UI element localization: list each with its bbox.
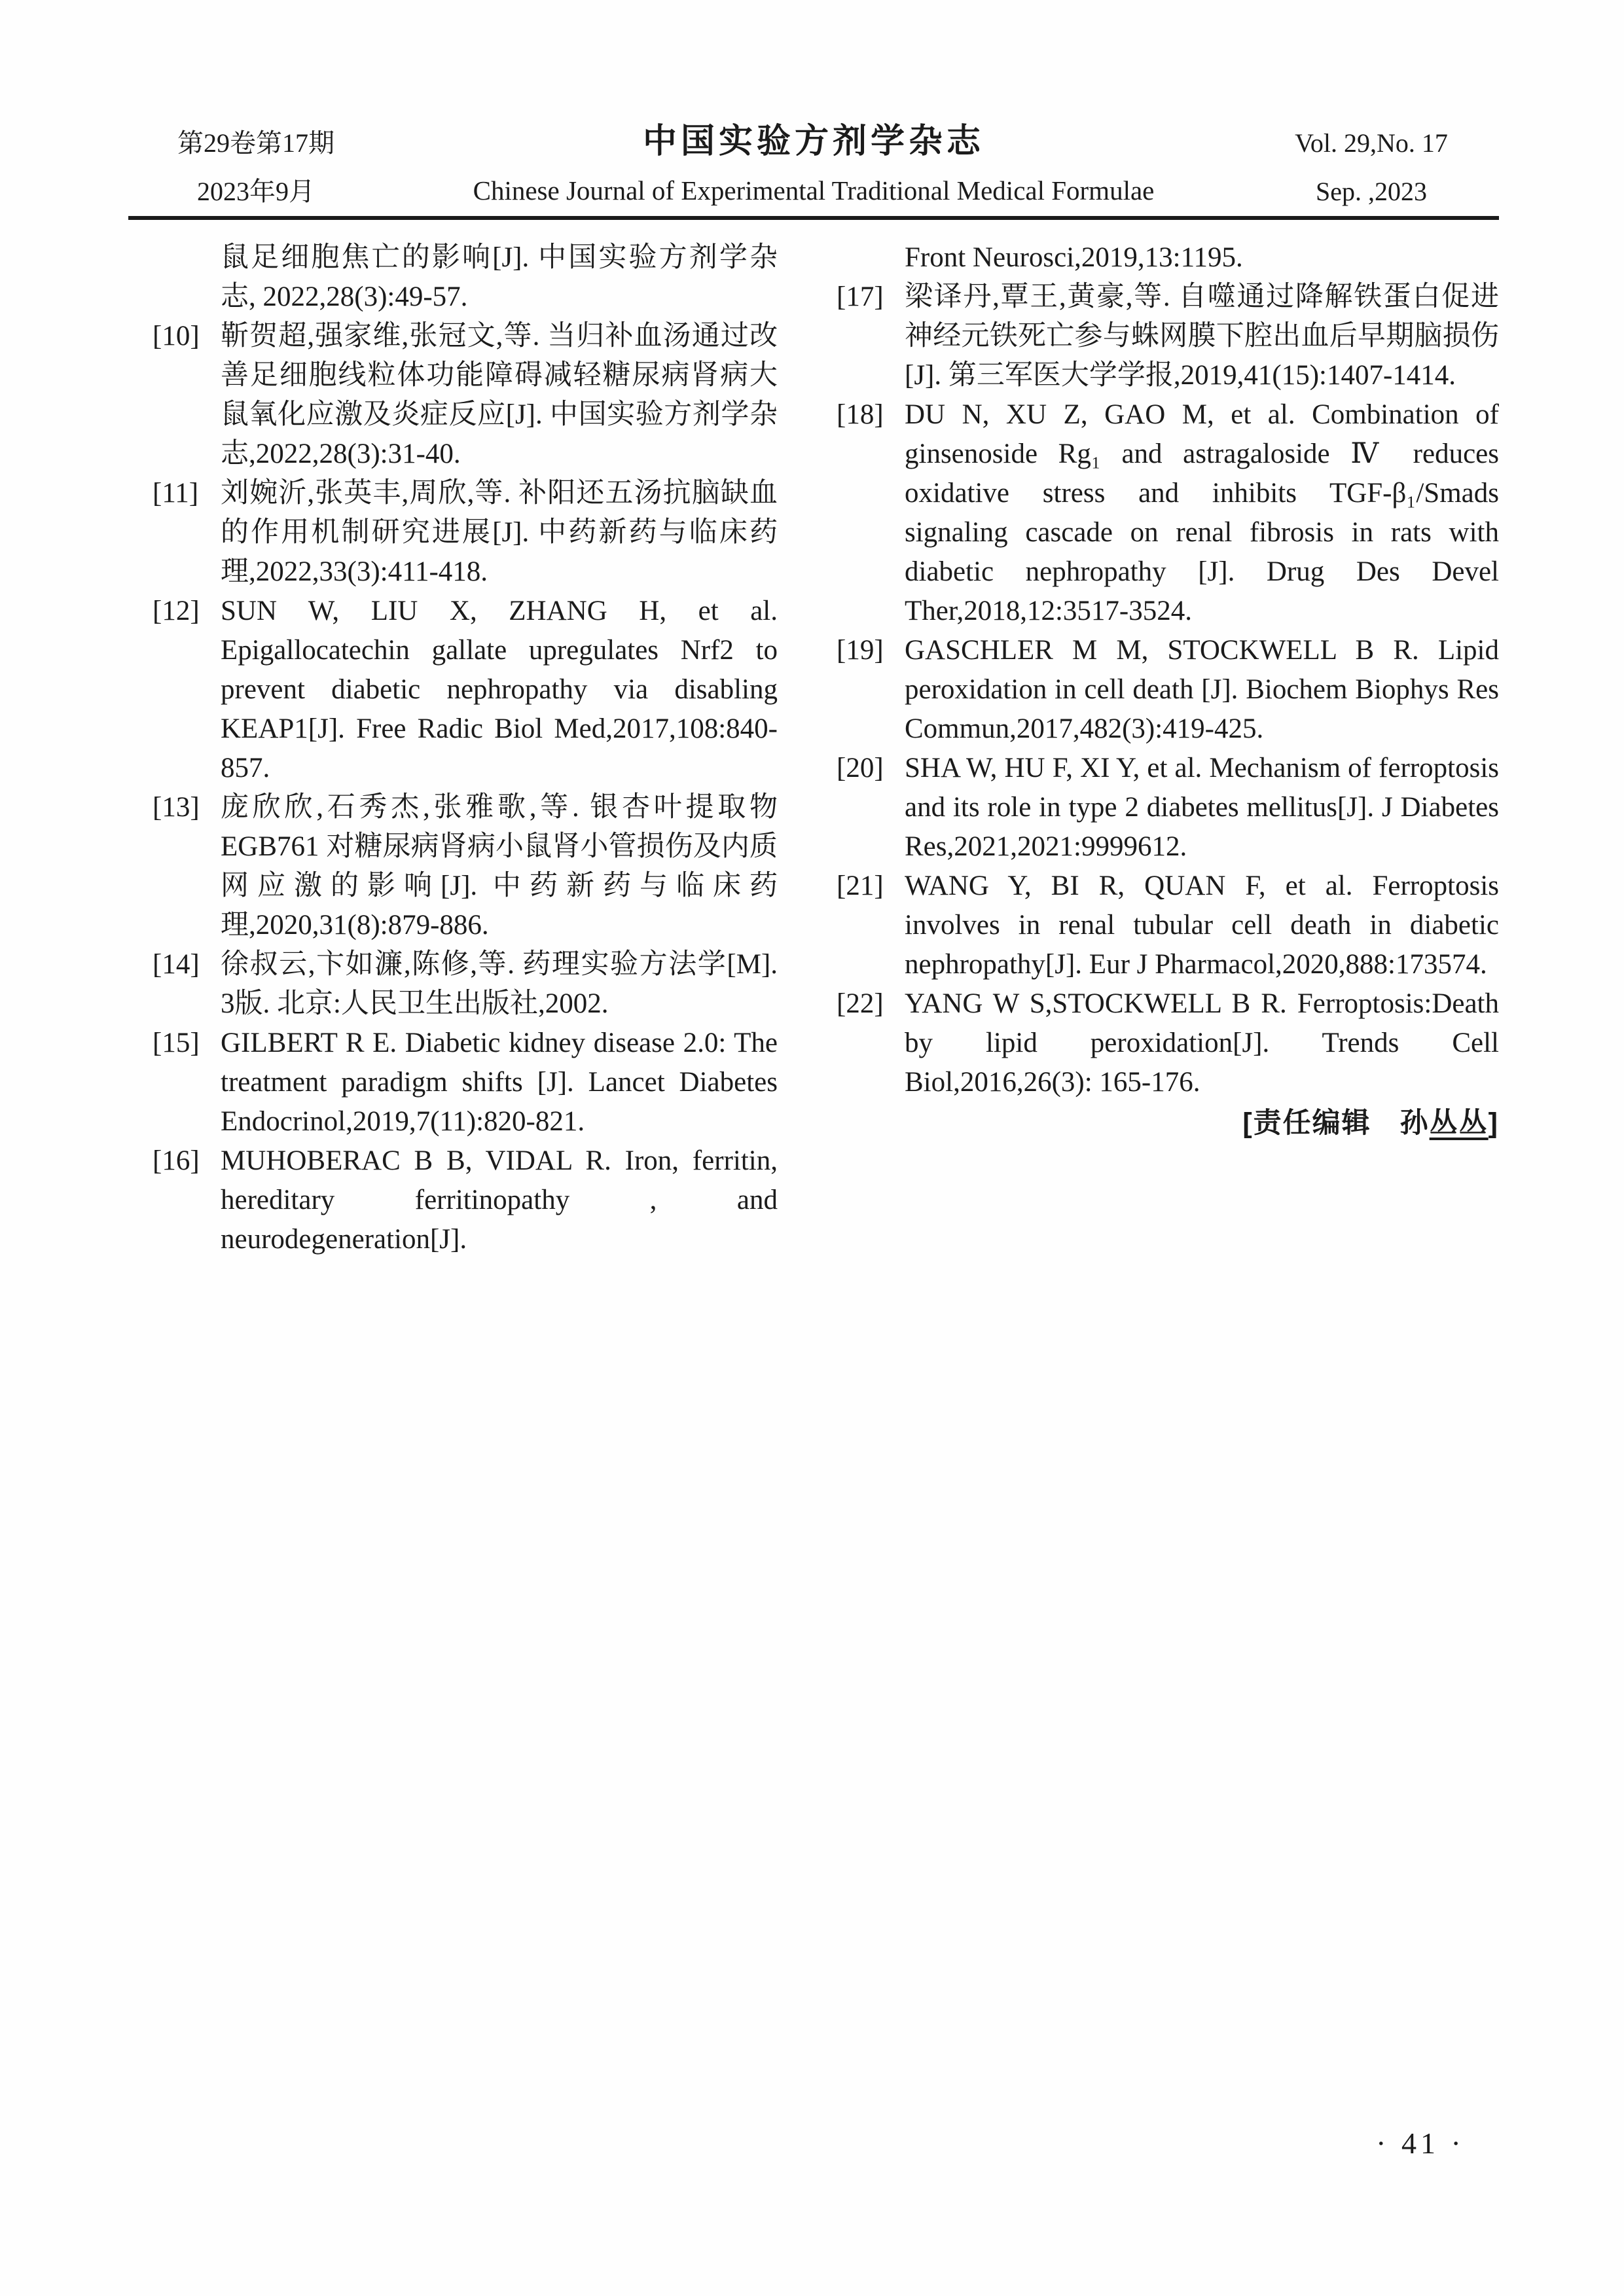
- editor-given-name: 丛丛: [1429, 1107, 1489, 1139]
- header-center: [384, 119, 1244, 216]
- reference-item: [837, 867, 1499, 984]
- reference-text: 刘婉沂,张英丰,周欣,等. 补阳还五汤抗脑缺血的作用机制研究进展[J]. 中药新药与临床药理,2022,33(3):411-418.: [221, 478, 778, 587]
- date-en: Sep. ,2023: [1316, 177, 1427, 206]
- editor-title: 责任编辑: [1253, 1107, 1371, 1139]
- reference-item: [837, 749, 1499, 867]
- reference-number: [19]: [837, 635, 884, 666]
- reference-text: YANG W S,STOCKWELL B R. Ferroptosis:Death by lipid peroxidation[J]. Trends Cell Biol,2016,26(3): 165-176.: [905, 988, 1499, 1098]
- reference-columns: [153, 238, 1499, 1259]
- reference-number: [15]: [153, 1028, 200, 1058]
- volume-issue-en: Vol. 29,No. 17: [1295, 128, 1448, 158]
- reference-number: [837, 238, 905, 278]
- reference-item: [153, 317, 778, 474]
- reference-number: [13]: [153, 792, 200, 823]
- reference-text: 靳贺超,强家维,张冠文,等. 当归补血汤通过改善足细胞线粒体功能障碍减轻糖尿病肾病大鼠氧化应激及炎症反应[J]. 中国实验方剂学杂志,2022,28(3):31-40.: [221, 321, 778, 469]
- reference-text: Front Neurosci,2019,13:1195.: [905, 242, 1243, 273]
- right-column: [837, 238, 1499, 1259]
- page-number: · 41 ·: [1376, 2126, 1465, 2160]
- page-header: [128, 119, 1499, 216]
- reference-text: SUN W, LIU X, ZHANG H, et al. Epigallocatechin gallate upregulates Nrf2 to prevent diabetic nephropathy via disabling KEAP1[J]. Free Radic Biol Med,2017,108:840-857.: [221, 596, 778, 783]
- reference-number: [14]: [153, 949, 200, 980]
- reference-number: [20]: [837, 753, 884, 783]
- journal-title-en: Chinese Journal of Experimental Traditional Medical Formulae: [473, 175, 1155, 206]
- editor-bracket-open: [: [1242, 1107, 1254, 1139]
- reference-text: 鼠足细胞焦亡的影响[J]. 中国实验方剂学杂志, 2022,28(3):49-57.: [221, 242, 778, 312]
- reference-text: DU N, XU Z, GAO M, et al. Combination of ginsenoside Rg₁ and astragaloside Ⅳ reduces oxidative stress and inhibits TGF-β₁/Smads signaling cascade on renal fibrosis in rats with diabetic nephropathy [J]. Drug Des Devel Ther,2018,12:3517-3524.: [905, 399, 1499, 626]
- reference-text: SHA W, HU F, XI Y, et al. Mechanism of ferroptosis and its role in type 2 diabetes mellitus[J]. J Diabetes Res,2021,2021:9999612.: [905, 753, 1499, 862]
- reference-text: MUHOBERAC B B, VIDAL R. Iron, ferritin, hereditary ferritinopathy , and neurodegeneration[J].: [221, 1145, 778, 1255]
- reference-number: [11]: [153, 478, 199, 509]
- reference-item: [837, 984, 1499, 1102]
- header-right: [1244, 119, 1499, 216]
- reference-number: [22]: [837, 988, 884, 1019]
- reference-text: WANG Y, BI R, QUAN F, et al. Ferroptosis involves in renal tubular cell death in diabetic nephropathy[J]. Eur J Pharmacol,2020,888:173574.: [905, 870, 1499, 980]
- reference-item: [837, 631, 1499, 749]
- header-rule: [128, 216, 1499, 220]
- editor-bracket-close: ]: [1488, 1107, 1499, 1139]
- reference-text: 梁译丹,覃王,黄豪,等. 自噬通过降解铁蛋白促进神经元铁死亡参与蛛网膜下腔出血后早期脑损伤[J]. 第三军医大学学报,2019,41(15):1407-1414.: [905, 281, 1499, 391]
- reference-item: [153, 592, 778, 788]
- journal-title-cn: 中国实验方剂学杂志: [642, 123, 984, 160]
- reference-item: [153, 1141, 778, 1259]
- reference-text: GILBERT R E. Diabetic kidney disease 2.0: The treatment paradigm shifts [J]. Lancet Diabetes Endocrinol,2019,7(11):820-821.: [221, 1028, 778, 1137]
- editor-credit: [837, 1103, 1499, 1143]
- reference-text: GASCHLER M M, STOCKWELL B R. Lipid peroxidation in cell death [J]. Biochem Biophys Res Commun,2017,482(3):419-425.: [905, 635, 1499, 744]
- reference-number: [17]: [837, 281, 884, 312]
- reference-item: [837, 278, 1499, 395]
- reference-number: [12]: [153, 596, 200, 626]
- reference-number: [153, 238, 221, 317]
- reference-text: 徐叔云,卞如濂,陈修,等. 药理实验方法学[M]. 3版. 北京:人民卫生出版社,2002.: [221, 949, 778, 1019]
- reference-text: 庞欣欣,石秀杰,张雅歌,等. 银杏叶提取物EGB761 对糖尿病肾病小鼠肾小管损伤及内质网应激的影响[J]. 中药新药与临床药理,2020,31(8):879-886.: [221, 792, 778, 941]
- header-left: [128, 119, 384, 216]
- reference-item: [837, 238, 1499, 278]
- reference-item: [153, 474, 778, 592]
- reference-item: [837, 395, 1499, 631]
- reference-item: [153, 1024, 778, 1141]
- date-cn: 2023年9月: [197, 177, 315, 206]
- volume-issue-cn: 第29卷第17期: [177, 128, 334, 158]
- reference-number: [21]: [837, 870, 884, 901]
- reference-number: [10]: [153, 321, 200, 351]
- left-column: [153, 238, 778, 1259]
- reference-item: [153, 238, 778, 317]
- reference-item: [153, 945, 778, 1024]
- editor-surname: 孙: [1399, 1107, 1430, 1139]
- reference-item: [153, 788, 778, 945]
- reference-number: [16]: [153, 1145, 200, 1176]
- reference-number: [18]: [837, 399, 884, 430]
